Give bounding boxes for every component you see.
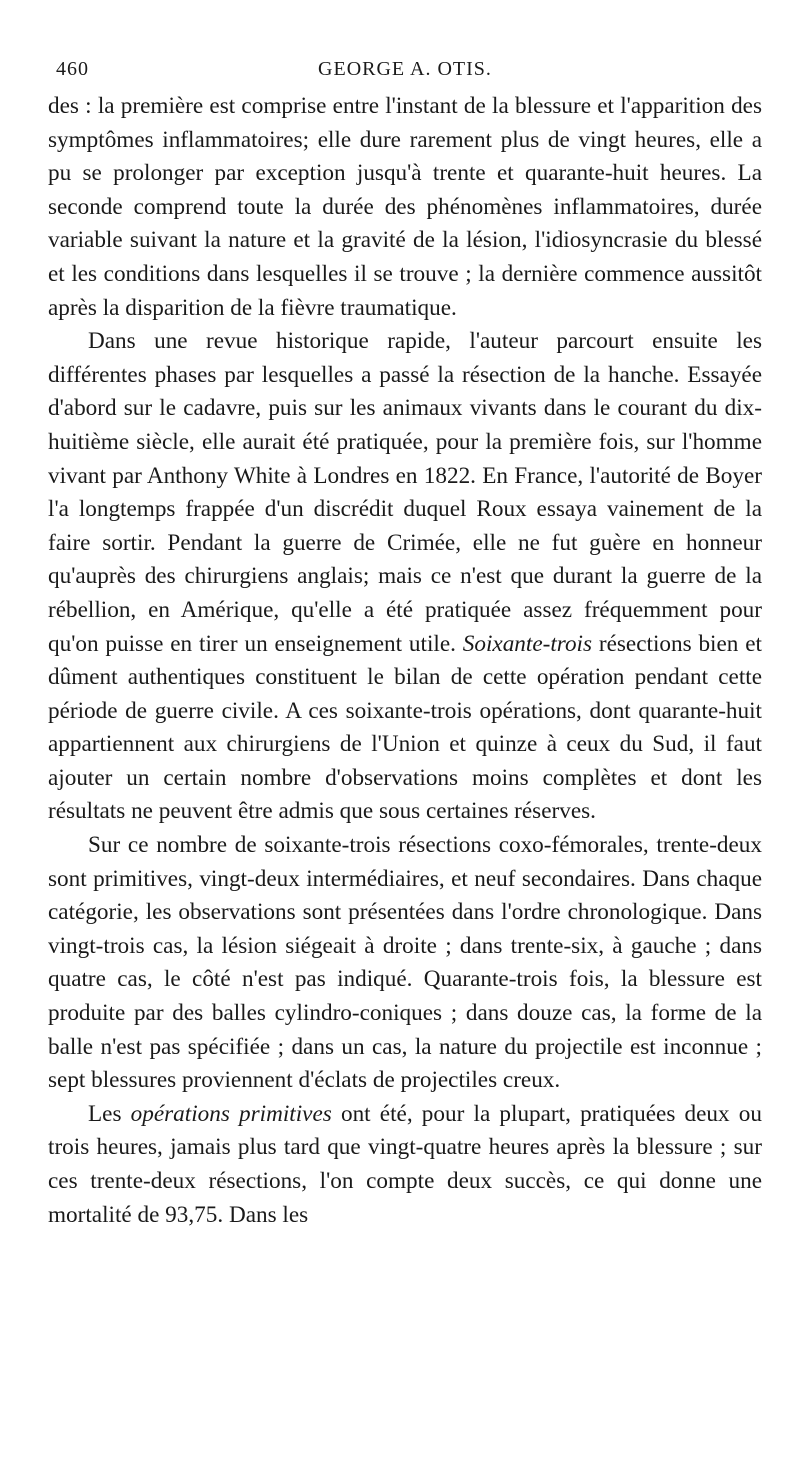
text-segment: Les (88, 1100, 131, 1127)
running-head (48, 58, 762, 90)
text-segment: résections bien et dûment authentiques constituent le bilan de cette opération pendant cette période de guerre civile. A ces soixante-trois opérations, dont quarante-huit appartiennent aux chirurgiens de l'Union et quinze à ceux du Sud, il faut ajouter un certain nombre d'observations moins complètes et dont les résultats ne peuvent être admis que sous certaines réserves. (48, 630, 762, 825)
page-number: 460 (56, 58, 89, 80)
book-page (48, 58, 762, 1232)
italic-text-segment: Soixante-trois (462, 630, 593, 657)
paragraph (48, 325, 762, 829)
paragraph (48, 829, 762, 1098)
running-title: GEORGE A. OTIS. (318, 58, 492, 80)
paragraph (48, 90, 762, 325)
italic-text-segment: opérations primitives (130, 1100, 332, 1127)
text-segment: ont été, pour la plupart, pratiquées deux ou trois heures, jamais plus tard que vingt-quatre heures après la blessure ; sur ces trente-deux résections, l'on compte deux succès, ce qui donne une mortalité de 93,75. Dans les (48, 1100, 762, 1228)
paragraph (48, 1098, 762, 1232)
body-text (48, 90, 762, 1232)
text-segment: Dans une revue historique rapide, l'auteur parcourt ensuite les différentes phases par lesquelles a passé la résection de la hanche. Essayée d'abord sur le cadavre, puis sur les animaux vivants dans le courant du dix-huitième siècle, elle aurait été pratiquée, pour la première fois, sur l'homme vivant par Anthony White à Londres en 1822. En France, l'autorité de Boyer l'a longtemps frappée d'un discrédit duquel Roux essaya vainement de la faire sortir. Pendant la guerre de Crimée, elle ne fut guère en honneur qu'auprès des chirurgiens anglais; mais ce n'est que durant la guerre de la rébellion, en Amérique, qu'elle a été pratiquée assez fréquemment pour qu'on puisse en tirer un enseignement utile. (48, 328, 762, 657)
text-segment: des : la première est comprise entre l'instant de la blessure et l'apparition des symptômes inflammatoires; elle dure rarement plus de vingt heures, elle a pu se prolonger par exception jusqu'à trente et quarante-huit heures. La seconde comprend toute la durée des phénomènes inflammatoires, durée variable suivant la nature et la gravité de la lésion, l'idiosyncrasie du blessé et les conditions dans lesquelles il se trouve ; la dernière commence aussitôt après la disparition de la fièvre traumatique. (48, 93, 762, 321)
text-segment: Sur ce nombre de soixante-trois résections coxo-fémorales, trente-deux sont primitives, vingt-deux intermédiaires, et neuf secondaires. Dans chaque catégorie, les observations sont présentées dans l'ordre chronologique. Dans vingt-trois cas, la lésion siégeait à droite ; dans trente-six, à gauche ; dans quatre cas, le côté n'est pas indiqué. Quarante-trois fois, la blessure est produite par des balles cylindro-coniques ; dans douze cas, la forme de la balle n'est pas spécifiée ; dans un cas, la nature du projectile est inconnue ; sept blessures proviennent d'éclats de projectiles creux. (48, 832, 762, 1094)
